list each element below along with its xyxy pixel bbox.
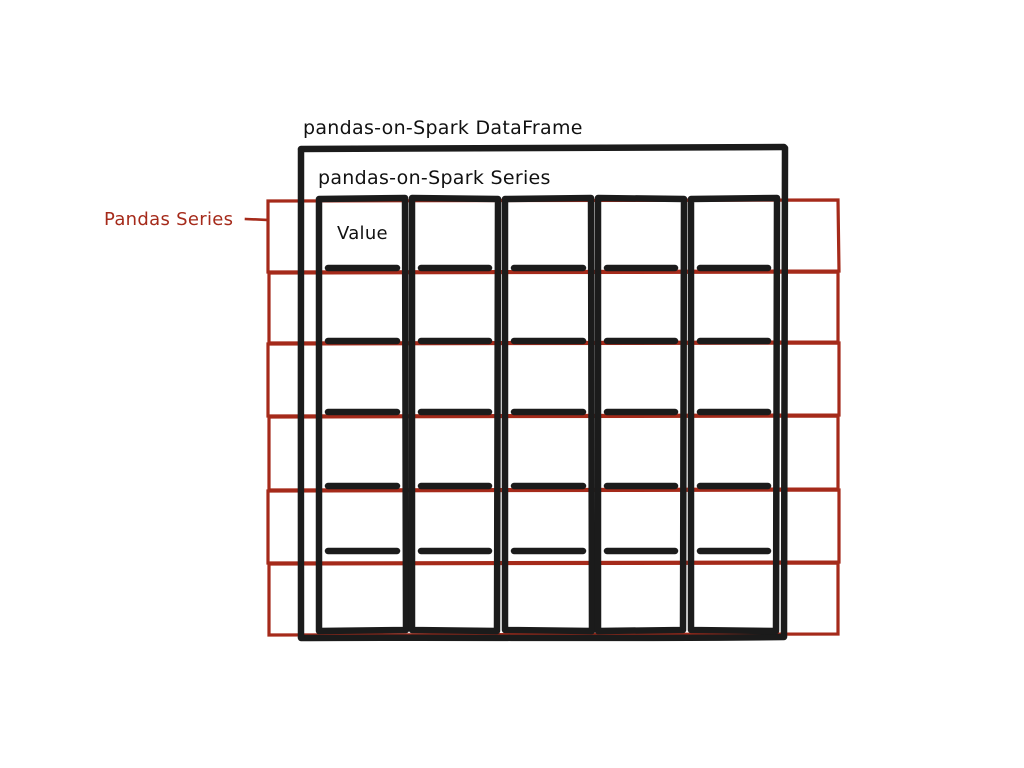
pandas-series-label: Pandas Series (104, 209, 234, 230)
cell-value-label: Value (337, 223, 388, 244)
spark-series-title-label: pandas-on-Spark Series (318, 167, 551, 189)
cell-separators (328, 268, 768, 551)
dataframe-title-label: pandas-on-Spark DataFrame (303, 117, 583, 139)
